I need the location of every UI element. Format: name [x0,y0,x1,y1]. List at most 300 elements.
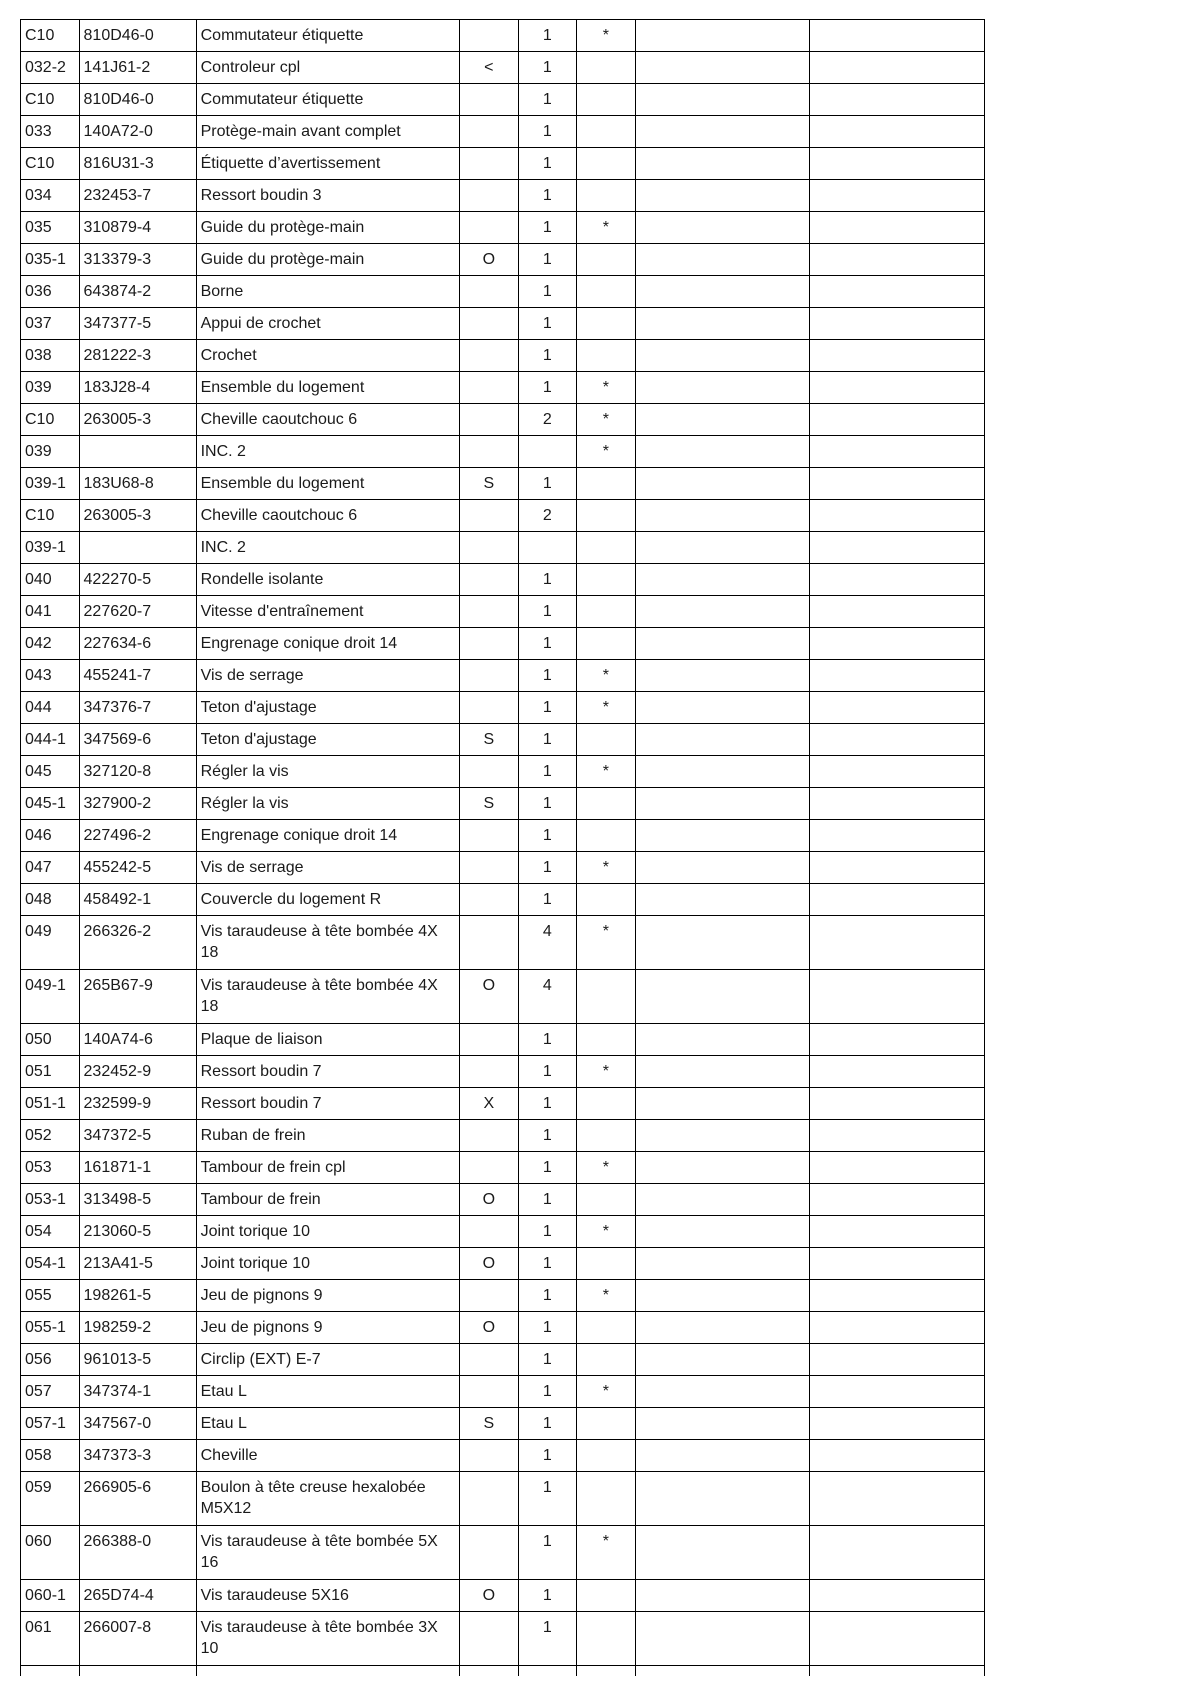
part-number-cell: 213A41-5 [79,1248,196,1280]
ref-cell: 039 [21,436,80,468]
mark-cell [577,820,636,852]
ref-cell: 039 [21,372,80,404]
ref-cell: 039-1 [21,532,80,564]
note-cell [460,1472,519,1526]
mark-cell [577,724,636,756]
quantity-cell: 1 [518,116,577,148]
description-cell: Couvercle du logement R [196,884,459,916]
mark-cell [577,1120,636,1152]
description-cell: Engrenage conique droit 14 [196,820,459,852]
table-row [21,468,985,500]
quantity-cell: 1 [518,1024,577,1056]
quantity-cell: 1 [518,852,577,884]
mark-cell [577,180,636,212]
mark-cell: * [577,756,636,788]
extra-cell-2 [810,820,985,852]
extra-cell-2 [810,84,985,116]
part-number-cell: 458492-1 [79,884,196,916]
part-number-cell: 141J61-2 [79,52,196,84]
extra-cell-1 [635,564,810,596]
mark-cell [577,1472,636,1526]
ref-cell: C10 [21,404,80,436]
mark-cell [577,116,636,148]
ref-cell: 060-1 [21,1580,80,1612]
extra-cell-2 [810,52,985,84]
note-cell: S [460,788,519,820]
note-cell [460,1280,519,1312]
quantity-cell: 2 [518,500,577,532]
quantity-cell: 1 [518,1056,577,1088]
note-cell [460,308,519,340]
description-cell: Plaque de liaison [196,1024,459,1056]
part-number-cell: 232453-7 [79,180,196,212]
ref-cell: 061 [21,1612,80,1666]
part-number-cell: 263005-3 [79,500,196,532]
note-cell [460,692,519,724]
part-number-cell: 227634-6 [79,628,196,660]
quantity-cell: 1 [518,1612,577,1666]
ref-cell: 055 [21,1280,80,1312]
mark-cell: * [577,20,636,52]
part-number-cell [79,532,196,564]
mark-cell: * [577,1056,636,1088]
extra-cell-1 [635,1152,810,1184]
part-number-cell: 161871-1 [79,1152,196,1184]
extra-cell-2 [810,1376,985,1408]
ref-cell: 057 [21,1376,80,1408]
description-cell: Vis taraudeuse à tête bombée 5X 16 [196,1526,459,1580]
parts-table-body [21,20,985,1676]
description-cell: Ruban de frein [196,1120,459,1152]
description-cell: Etau L [196,1408,459,1440]
extra-cell-2 [810,852,985,884]
ref-cell: 040 [21,564,80,596]
part-number-cell: 265B67-9 [79,970,196,1024]
extra-cell-2 [810,212,985,244]
ref-cell: 037 [21,308,80,340]
note-cell [460,1612,519,1666]
table-row [21,84,985,116]
extra-cell-1 [635,1580,810,1612]
ref-cell: C10 [21,20,80,52]
description-cell: Ressort boudin 3 [196,180,459,212]
description-cell: Guide du protège-main [196,244,459,276]
extra-cell-2 [810,308,985,340]
description-cell: Joint torique 10 [196,1216,459,1248]
table-row [21,404,985,436]
table-row [21,1280,985,1312]
extra-cell-1 [635,1408,810,1440]
description-cell: Vis de serrage [196,660,459,692]
table-row [21,1408,985,1440]
extra-cell-2 [810,20,985,52]
note-cell [460,180,519,212]
ref-cell: 042 [21,628,80,660]
note-cell [460,1344,519,1376]
part-number-cell: 347373-3 [79,1440,196,1472]
part-number-cell: 347372-5 [79,1120,196,1152]
mark-cell [577,340,636,372]
extra-cell-2 [810,1312,985,1344]
ref-cell: 048 [21,884,80,916]
extra-cell-1 [635,532,810,564]
parts-table [20,19,985,1676]
description-cell: Borne [196,276,459,308]
extra-cell-2 [810,916,985,970]
ref-cell: 049 [21,916,80,970]
table-row [21,788,985,820]
mark-cell [577,148,636,180]
mark-cell [577,1344,636,1376]
extra-cell-1 [635,436,810,468]
part-number-cell: 347376-7 [79,692,196,724]
mark-cell [577,308,636,340]
description-cell: Commutateur étiquette [196,84,459,116]
extra-cell-1 [635,468,810,500]
extra-cell-1 [635,52,810,84]
mark-cell: * [577,852,636,884]
empty-cell [810,1666,985,1676]
extra-cell-1 [635,180,810,212]
description-cell: Circlip (EXT) E-7 [196,1344,459,1376]
table-row [21,1152,985,1184]
extra-cell-1 [635,692,810,724]
extra-cell-1 [635,596,810,628]
mark-cell [577,628,636,660]
description-cell: Joint torique 10 [196,1248,459,1280]
description-cell: Protège-main avant complet [196,116,459,148]
description-cell: Appui de crochet [196,308,459,340]
extra-cell-2 [810,532,985,564]
table-row [21,1088,985,1120]
ref-cell: 044 [21,692,80,724]
table-row [21,1526,985,1580]
mark-cell [577,1088,636,1120]
table-row [21,148,985,180]
note-cell [460,340,519,372]
extra-cell-2 [810,788,985,820]
quantity-cell: 1 [518,1580,577,1612]
note-cell [460,500,519,532]
mark-cell [577,788,636,820]
note-cell [460,660,519,692]
description-cell: Commutateur étiquette [196,20,459,52]
note-cell: O [460,1312,519,1344]
extra-cell-2 [810,1344,985,1376]
table-row [21,820,985,852]
mark-cell: * [577,372,636,404]
extra-cell-2 [810,1440,985,1472]
part-number-cell: 347374-1 [79,1376,196,1408]
extra-cell-2 [810,1472,985,1526]
ref-cell: C10 [21,500,80,532]
description-cell: Régler la vis [196,756,459,788]
quantity-cell [518,532,577,564]
part-number-cell: 810D46-0 [79,20,196,52]
extra-cell-2 [810,884,985,916]
description-cell: INC. 2 [196,436,459,468]
table-row [21,212,985,244]
extra-cell-1 [635,1056,810,1088]
extra-cell-1 [635,1120,810,1152]
quantity-cell: 1 [518,1344,577,1376]
part-number-cell: 266007-8 [79,1612,196,1666]
note-cell [460,532,519,564]
description-cell: Ressort boudin 7 [196,1088,459,1120]
empty-cell [21,1666,80,1676]
ref-cell: 055-1 [21,1312,80,1344]
note-cell: X [460,1088,519,1120]
ref-cell: 052 [21,1120,80,1152]
quantity-cell: 1 [518,756,577,788]
part-number-cell: 232452-9 [79,1056,196,1088]
ref-cell: 057-1 [21,1408,80,1440]
part-number-cell: 327900-2 [79,788,196,820]
table-row [21,564,985,596]
description-cell: Rondelle isolante [196,564,459,596]
note-cell: < [460,52,519,84]
ref-cell: 053 [21,1152,80,1184]
quantity-cell: 1 [518,628,577,660]
part-number-cell: 213060-5 [79,1216,196,1248]
note-cell [460,628,519,660]
note-cell: S [460,468,519,500]
ref-cell: 038 [21,340,80,372]
description-cell: Jeu de pignons 9 [196,1312,459,1344]
part-number-cell: 183U68-8 [79,468,196,500]
table-row [21,1184,985,1216]
quantity-cell: 1 [518,468,577,500]
extra-cell-2 [810,1580,985,1612]
ref-cell: 060 [21,1526,80,1580]
table-row [21,884,985,916]
table-row [21,692,985,724]
quantity-cell: 1 [518,20,577,52]
ref-cell: 033 [21,116,80,148]
table-row [21,180,985,212]
extra-cell-2 [810,1280,985,1312]
table-row [21,1216,985,1248]
note-cell [460,372,519,404]
extra-cell-1 [635,820,810,852]
extra-cell-1 [635,500,810,532]
part-number-cell: 810D46-0 [79,84,196,116]
ref-cell: 047 [21,852,80,884]
table-row [21,276,985,308]
note-cell: O [460,1184,519,1216]
quantity-cell: 1 [518,1248,577,1280]
part-number-cell: 310879-4 [79,212,196,244]
description-cell: Ensemble du logement [196,468,459,500]
quantity-cell: 1 [518,1408,577,1440]
mark-cell: * [577,1280,636,1312]
note-cell [460,884,519,916]
quantity-cell: 4 [518,970,577,1024]
quantity-cell: 1 [518,884,577,916]
note-cell [460,84,519,116]
table-row [21,596,985,628]
mark-cell [577,1024,636,1056]
extra-cell-1 [635,1312,810,1344]
quantity-cell: 1 [518,148,577,180]
table-row [21,20,985,52]
extra-cell-1 [635,1280,810,1312]
note-cell [460,756,519,788]
part-number-cell: 422270-5 [79,564,196,596]
part-number-cell: 313379-3 [79,244,196,276]
ref-cell: 036 [21,276,80,308]
quantity-cell: 1 [518,1440,577,1472]
extra-cell-2 [810,1056,985,1088]
table-row [21,1580,985,1612]
extra-cell-2 [810,468,985,500]
extra-cell-1 [635,1526,810,1580]
table-row [21,1120,985,1152]
quantity-cell: 1 [518,1526,577,1580]
extra-cell-1 [635,1376,810,1408]
extra-cell-2 [810,1408,985,1440]
part-number-cell: 266905-6 [79,1472,196,1526]
part-number-cell: 643874-2 [79,276,196,308]
part-number-cell: 198261-5 [79,1280,196,1312]
ref-cell: 044-1 [21,724,80,756]
note-cell [460,1120,519,1152]
quantity-cell: 1 [518,1376,577,1408]
table-row [21,756,985,788]
mark-cell [577,1248,636,1280]
mark-cell [577,84,636,116]
part-number-cell: 227496-2 [79,820,196,852]
note-cell [460,148,519,180]
extra-cell-2 [810,404,985,436]
extra-cell-2 [810,564,985,596]
quantity-cell: 1 [518,276,577,308]
quantity-cell: 1 [518,724,577,756]
note-cell: O [460,970,519,1024]
extra-cell-2 [810,116,985,148]
extra-cell-2 [810,244,985,276]
ref-cell: 054-1 [21,1248,80,1280]
extra-cell-1 [635,84,810,116]
part-number-cell: 140A72-0 [79,116,196,148]
extra-cell-2 [810,500,985,532]
mark-cell [577,596,636,628]
mark-cell [577,1612,636,1666]
note-cell: S [460,724,519,756]
mark-cell: * [577,1216,636,1248]
table-row [21,116,985,148]
description-cell: Vitesse d'entraînement [196,596,459,628]
description-cell: Vis taraudeuse 5X16 [196,1580,459,1612]
extra-cell-1 [635,884,810,916]
table-row [21,1344,985,1376]
table-row [21,1024,985,1056]
quantity-cell: 1 [518,596,577,628]
mark-cell [577,1408,636,1440]
quantity-cell: 1 [518,1120,577,1152]
extra-cell-2 [810,1184,985,1216]
ref-cell: 045-1 [21,788,80,820]
mark-cell [577,468,636,500]
quantity-cell: 1 [518,84,577,116]
quantity-cell: 1 [518,1152,577,1184]
note-cell [460,1526,519,1580]
description-cell: Cheville caoutchouc 6 [196,500,459,532]
table-row [21,628,985,660]
mark-cell [577,276,636,308]
mark-cell [577,244,636,276]
empty-cell [518,1666,577,1676]
parts-list-page [20,19,985,1676]
extra-cell-2 [810,180,985,212]
table-row [21,52,985,84]
mark-cell: * [577,1376,636,1408]
table-row [21,660,985,692]
empty-cell [79,1666,196,1676]
mark-cell [577,884,636,916]
extra-cell-2 [810,692,985,724]
part-number-cell: 347377-5 [79,308,196,340]
extra-cell-1 [635,148,810,180]
extra-cell-2 [810,1612,985,1666]
description-cell: Teton d'ajustage [196,692,459,724]
quantity-cell: 4 [518,916,577,970]
extra-cell-2 [810,660,985,692]
ref-cell: 032-2 [21,52,80,84]
note-cell [460,916,519,970]
extra-cell-1 [635,404,810,436]
extra-cell-1 [635,244,810,276]
empty-cell [635,1666,810,1676]
description-cell: Boulon à tête creuse hexalobée M5X12 [196,1472,459,1526]
description-cell: Vis taraudeuse à tête bombée 4X 18 [196,970,459,1024]
note-cell [460,820,519,852]
table-row [21,1472,985,1526]
mark-cell: * [577,660,636,692]
table-row [21,1248,985,1280]
extra-cell-2 [810,1526,985,1580]
table-row [21,1440,985,1472]
extra-cell-1 [635,20,810,52]
extra-cell-1 [635,788,810,820]
table-row-cut-off [21,1666,985,1676]
part-number-cell: 266326-2 [79,916,196,970]
extra-cell-2 [810,340,985,372]
quantity-cell: 1 [518,212,577,244]
note-cell [460,212,519,244]
extra-cell-1 [635,276,810,308]
ref-cell: 050 [21,1024,80,1056]
empty-cell [460,1666,519,1676]
ref-cell: 045 [21,756,80,788]
mark-cell: * [577,692,636,724]
extra-cell-1 [635,970,810,1024]
extra-cell-2 [810,724,985,756]
extra-cell-1 [635,852,810,884]
ref-cell: 035 [21,212,80,244]
extra-cell-2 [810,970,985,1024]
description-cell: Jeu de pignons 9 [196,1280,459,1312]
mark-cell [577,1312,636,1344]
note-cell [460,1024,519,1056]
mark-cell: * [577,1526,636,1580]
quantity-cell: 1 [518,372,577,404]
description-cell: Etau L [196,1376,459,1408]
mark-cell: * [577,436,636,468]
extra-cell-2 [810,276,985,308]
extra-cell-2 [810,372,985,404]
mark-cell: * [577,916,636,970]
